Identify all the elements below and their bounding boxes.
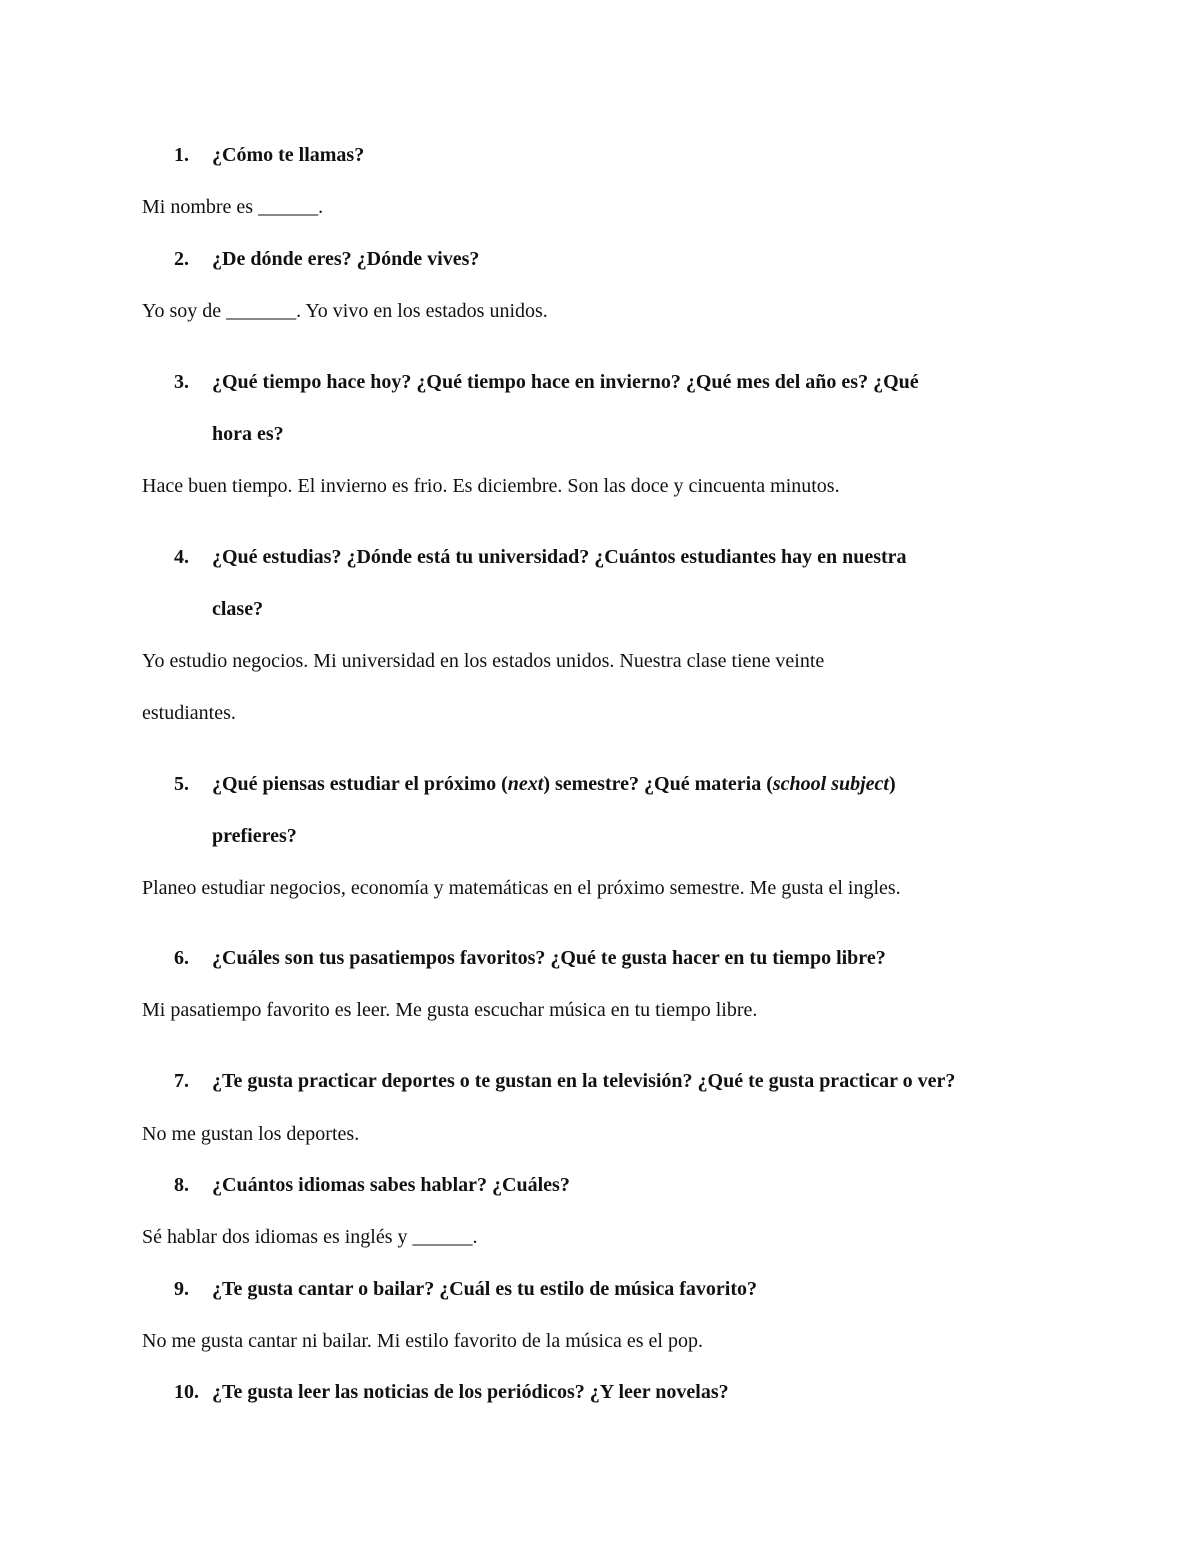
question-text: ¿De dónde eres? ¿Dónde vives? bbox=[212, 248, 480, 270]
answer-7 bbox=[142, 1108, 1062, 1160]
question-number: 2. bbox=[174, 248, 189, 270]
question-text-part: ) bbox=[889, 773, 896, 795]
question-9 bbox=[174, 1263, 1074, 1315]
answer-1 bbox=[142, 181, 1062, 233]
question-2 bbox=[174, 233, 1074, 285]
question-text: ¿Qué tiempo hace hoy? ¿Qué tiempo hace en invierno? ¿Qué mes del año es? ¿Qué bbox=[212, 371, 919, 393]
answer-text-continued: estudiantes. bbox=[142, 702, 236, 724]
question-text-continued: prefieres? bbox=[212, 825, 297, 847]
question-number: 1. bbox=[174, 144, 189, 166]
question-7 bbox=[174, 1055, 1074, 1107]
question-number: 4. bbox=[174, 546, 189, 568]
question-text-part: ¿Qué piensas estudiar el próximo ( bbox=[212, 773, 508, 795]
question-text: ¿Cuántos idiomas sabes hablar? ¿Cuáles? bbox=[212, 1174, 570, 1196]
question-text: ¿Cómo te llamas? bbox=[212, 144, 365, 166]
question-text: ¿Te gusta practicar deportes o te gustan en la televisión? ¿Qué te gusta practicar o ver? bbox=[212, 1070, 956, 1092]
question-gloss: school subject bbox=[772, 773, 889, 795]
answer-2 bbox=[142, 285, 1062, 337]
question-3 bbox=[174, 356, 1074, 460]
question-text: ¿Qué estudias? ¿Dónde está tu universidad? ¿Cuántos estudiantes hay en nuestra bbox=[212, 546, 907, 568]
answer-text: No me gustan los deportes. bbox=[142, 1123, 360, 1145]
question-text: ¿Te gusta cantar o bailar? ¿Cuál es tu estilo de música favorito? bbox=[212, 1278, 757, 1300]
answer-text: Hace buen tiempo. El invierno es frio. Es diciembre. Son las doce y cincuenta minutos. bbox=[142, 475, 840, 497]
question-8 bbox=[174, 1159, 1074, 1211]
answer-text: Mi nombre es ______. bbox=[142, 196, 324, 218]
question-text-part: ) semestre? ¿Qué materia ( bbox=[543, 773, 773, 795]
question-gloss: next bbox=[507, 773, 544, 795]
answer-text: Sé hablar dos idiomas es inglés y ______. bbox=[142, 1226, 478, 1248]
question-number: 6. bbox=[174, 947, 189, 969]
question-number: 5. bbox=[174, 773, 189, 795]
question-10 bbox=[174, 1366, 1074, 1418]
question-number: 3. bbox=[174, 371, 189, 393]
answer-6 bbox=[142, 984, 1062, 1036]
answer-text: Yo soy de _______. Yo vivo en los estados unidos. bbox=[142, 300, 548, 322]
question-number: 9. bbox=[174, 1278, 189, 1300]
question-5 bbox=[174, 758, 1074, 862]
question-text: ¿Cuáles son tus pasatiempos favoritos? ¿Qué te gusta hacer en tu tiempo libre? bbox=[212, 947, 886, 969]
question-1 bbox=[174, 129, 1074, 181]
answer-8 bbox=[142, 1211, 1062, 1263]
question-number: 7. bbox=[174, 1070, 189, 1092]
question-text: ¿Te gusta leer las noticias de los periódicos? ¿Y leer novelas? bbox=[212, 1381, 729, 1403]
question-6 bbox=[174, 932, 1074, 984]
answer-4 bbox=[142, 635, 1062, 739]
question-text bbox=[212, 773, 896, 795]
question-number: 10. bbox=[174, 1381, 199, 1403]
answer-9 bbox=[142, 1315, 1062, 1367]
answer-5 bbox=[142, 862, 1062, 914]
question-text-continued: clase? bbox=[212, 598, 264, 620]
question-4 bbox=[174, 531, 1074, 635]
answer-text: Planeo estudiar negocios, economía y matemáticas en el próximo semestre. Me gusta el ingles. bbox=[142, 877, 901, 899]
answer-text: Mi pasatiempo favorito es leer. Me gusta escuchar música en tu tiempo libre. bbox=[142, 999, 758, 1021]
question-number: 8. bbox=[174, 1174, 189, 1196]
question-text-continued: hora es? bbox=[212, 423, 284, 445]
answer-text: No me gusta cantar ni bailar. Mi estilo favorito de la música es el pop. bbox=[142, 1330, 703, 1352]
answer-3 bbox=[142, 460, 1062, 512]
answer-text: Yo estudio negocios. Mi universidad en los estados unidos. Nuestra clase tiene veinte bbox=[142, 650, 825, 672]
